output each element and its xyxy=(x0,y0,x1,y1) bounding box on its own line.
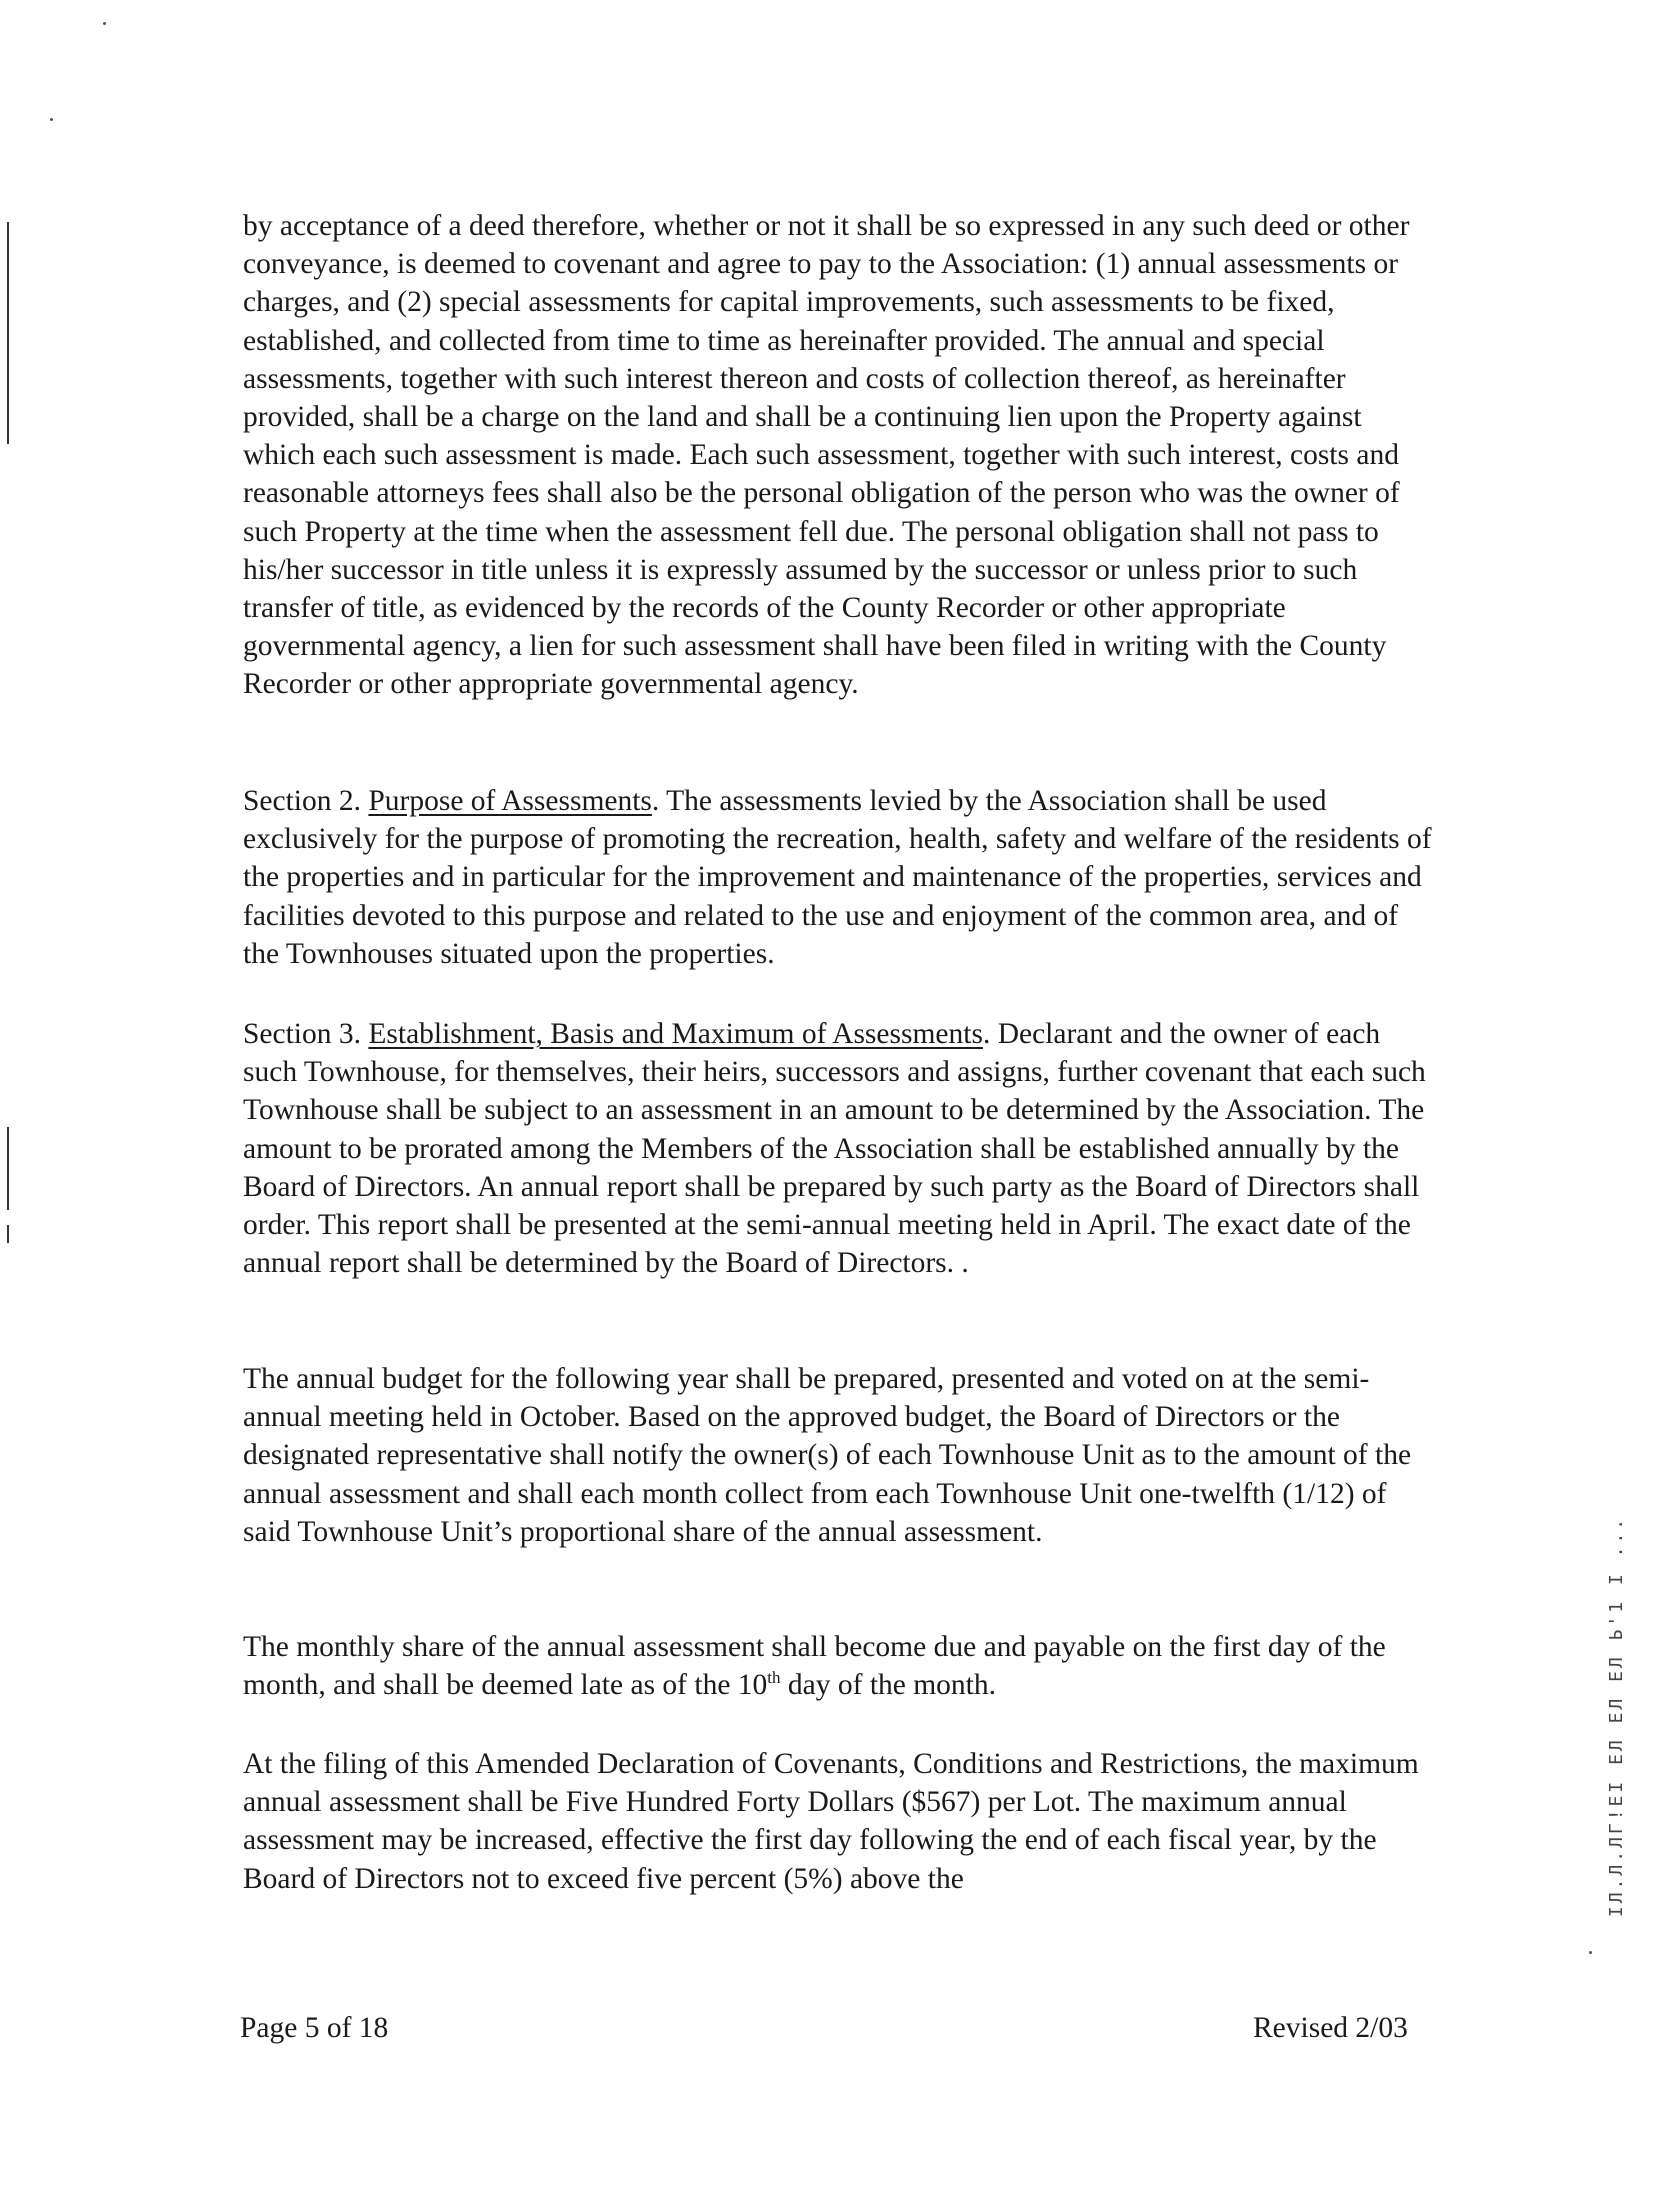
section-3-title: Establishment, Basis and Maximum of Assessments xyxy=(368,1018,983,1050)
paragraph-annual-budget: The annual budget for the following year shall be prepared, presented and voted on at the semi-annual meeting held in October. Based on the approved budget, the Board of Directors or the designated representative shall notify the owner(s) of each Townhouse Unit as to the amount of the annual assessment and shall each month collect from each Townhouse Unit one-twelfth (1/12) of said Townhouse Unit’s proportional share of the annual assessment. xyxy=(243,1363,1412,1548)
margin-bar xyxy=(7,1225,9,1243)
section-2-body: . The assessments levied by the Association shall be used exclusively for the purpose of promoting the recreation, health, safety and welfare of the residents of the properties and in particular for the improvement and maintenance of the properties, services and facilities devoted to this purpose and related to the use and enjoyment of the common area, and of the Townhouses situated upon the properties. xyxy=(243,785,1432,970)
section-3-body: . Declarant and the owner of each such Townhouse, for themselves, their heirs, successors and assigns, further covenant that each such Townhouse shall be subject to an assessment in an amount to be determined by the Association. The amount to be prorated among the Members of the Association shall be established annually by the Board of Directors. An annual report shall be prepared by such party as the Board of Directors shall order. This report shall be presented at the semi-annual meeting held in April. The exact date of the annual report shall be determined by the Board of Directors. . xyxy=(243,1018,1426,1280)
scan-speck xyxy=(103,22,106,25)
scan-speck xyxy=(50,118,53,121)
section-2-label: Section 2. xyxy=(243,785,361,817)
margin-bar xyxy=(7,1127,9,1210)
paragraph-monthly-share: The monthly share of the annual assessment shall become due and payable on the first day of the month, and shall be deemed late as of the 10th day of the month. xyxy=(243,1631,1386,1702)
revision-date: Revised 2/03 xyxy=(1253,2012,1408,2044)
section-2-title: Purpose of Assessments xyxy=(368,785,652,817)
margin-bar xyxy=(7,222,9,444)
paragraph-maximum-assessment: At the filing of this Amended Declaration of Covenants, Conditions and Restrictions, the maximum annual assessment shall be Five Hundred Forty Dollars ($567) per Lot. The maximum annual assessment may be increased, effective the first day following the end of each fiscal year, by the Board of Directors not to exceed five percent (5%) above the xyxy=(243,1748,1419,1895)
recording-stamp xyxy=(1602,1515,1632,1917)
section-3-label: Section 3. xyxy=(243,1018,361,1050)
recording-stamp-text: IЛ.Л.ЛГ!ЕІ ЕЛ ЕЛ ЕЛ Ь'1 І ... xyxy=(1606,1515,1628,1917)
section-2-paragraph xyxy=(243,782,1433,973)
paragraph-assessment-covenant: by acceptance of a deed therefore, whether or not it shall be so expressed in any such deed or other conveyance, is deemed to covenant and agree to pay to the Association: (1) annual assessments or charges, and (2) special assessments for capital improvements, such assessments to be fixed, established, and collected from time to time as hereinafter provided. The annual and special assessments, together with such interest thereon and costs of collection thereof, as hereinafter provided, shall be a charge on the land and shall be a continuing lien upon the Property against which each such assessment is made. Each such assessment, together with such interest, costs and reasonable attorneys fees shall also be the personal obligation of the person who was the owner of such Property at the time when the assessment fell due. The personal obligation shall not pass to his/her successor in title unless it is expressly assumed by the successor or unless prior to such transfer of title, as evidenced by the records of the County Recorder or other appropriate governmental agency, a lien for such assessment shall have been filed in writing with the County Recorder or other appropriate governmental agency. xyxy=(243,210,1410,701)
page-number: Page 5 of 18 xyxy=(240,2012,389,2044)
ordinal-suffix: th xyxy=(767,1668,781,1688)
scan-speck xyxy=(1589,1951,1592,1954)
section-3-paragraph xyxy=(243,1015,1433,1282)
